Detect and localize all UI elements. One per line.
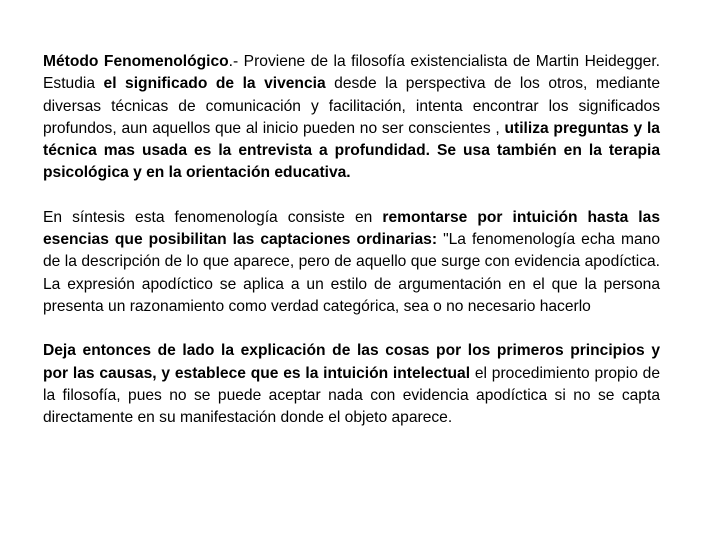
text-run: .- Proviene de la filosofía existencialista de Martin Heidegger. Estudia xyxy=(43,53,660,93)
emphasis-significado-vivencia: el significado de la vivencia xyxy=(103,75,326,93)
slide-text-body xyxy=(43,51,660,429)
text-run: En síntesis esta fenomenología consiste en xyxy=(43,208,383,226)
text-run: "La fenomenología echa mano de la descripción de lo que aparece, pero de aquello que surge con evidencia apodíctica. La expresión apodíctico se aplica a un estilo de argumentación en el que la persona presenta un razonamiento como verdad categórica, sea o no necesario hacerlo xyxy=(43,231,660,315)
text-run: desde la perspectiva de los otros, mediante diversas técnicas de comunicación y facilitación, intenta encontrar los significados profundos, aun aquellos que al inicio pueden no ser conscientes , xyxy=(43,75,660,137)
text-run: el procedimiento propio de la filosofía, pues no se puede aceptar nada con evidencia apodíctica si no se capta directamente en su manifestación donde el objeto aparece. xyxy=(43,364,661,427)
emphasis-entrevista: utiliza preguntas y la técnica mas usada es la entrevista a profundidad. Se usa también en la terapia psicológica y en la orientación educativa. xyxy=(43,119,660,182)
emphasis-remontarse-intuicion: remontarse por intuición hasta las esencias que posibilitan las captaciones ordinarias: xyxy=(43,208,660,249)
emphasis-intuicion-intelectual: Deja entonces de lado la explicación de las cosas por los primeros principios y por las causas, y establece que es la intuición intelectual xyxy=(43,342,660,382)
term-metodo-fenomenologico: Método Fenomenológico xyxy=(43,53,229,70)
paragraph-sintesis xyxy=(43,207,660,318)
paragraph-deja-entonces xyxy=(43,340,660,429)
paragraph-metodo-fenomenologico xyxy=(43,51,660,185)
